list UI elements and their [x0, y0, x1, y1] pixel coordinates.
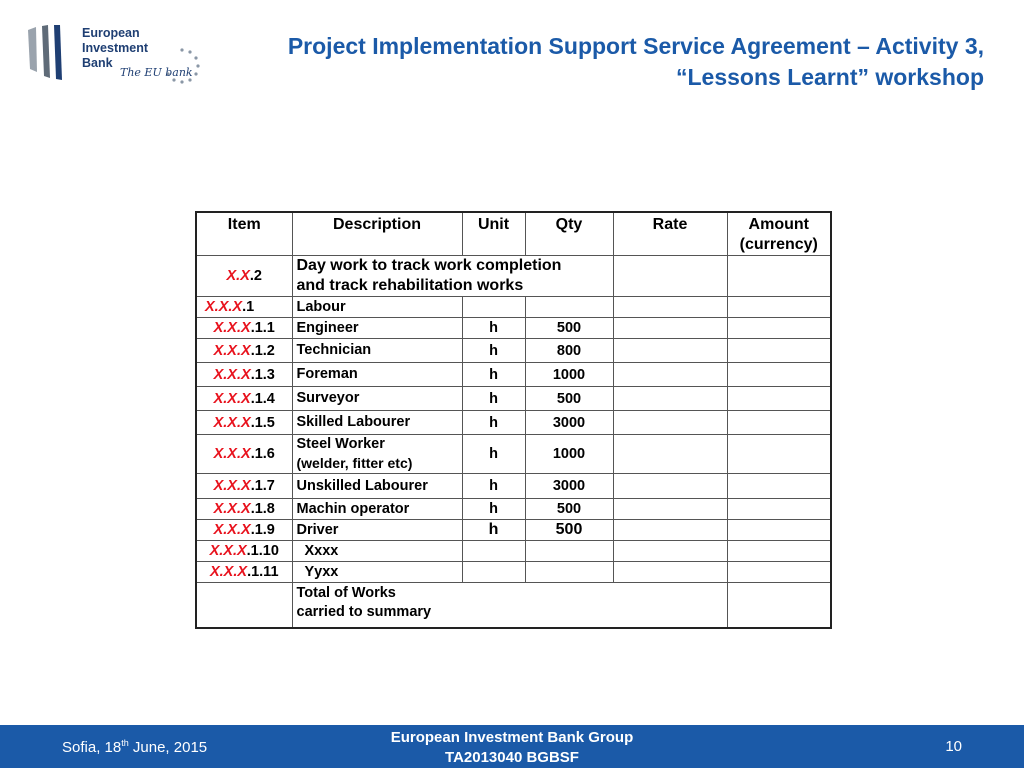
row-amount [727, 435, 831, 474]
table-row [196, 339, 831, 363]
row-rate [613, 387, 727, 411]
row-amount [727, 318, 831, 339]
section-rate [613, 256, 727, 297]
row-unit: h [462, 474, 525, 499]
row-amount [727, 520, 831, 541]
row-description: Surveyor [292, 387, 462, 411]
subsection-description: Labour [292, 297, 462, 318]
bill-of-quantities-table [195, 211, 832, 629]
header-amount: Amount (currency) [727, 212, 831, 256]
page-number: 10 [945, 738, 962, 755]
row-rate [613, 499, 727, 520]
row-code: X.X.X [213, 366, 251, 383]
section-row [196, 256, 831, 297]
row-code: X.X.X [213, 478, 251, 494]
row-code-suffix: .1.9 [250, 522, 275, 538]
row-description [292, 435, 462, 474]
footer-reference: TA2013040 BGBSF [445, 749, 579, 766]
row-code-suffix: .1.10 [246, 543, 279, 559]
header-qty: Qty [525, 212, 613, 256]
row-description: Driver [292, 520, 462, 541]
row-description: Xxxx [292, 541, 462, 562]
row-item-code [196, 474, 292, 499]
row-qty: 500 [525, 318, 613, 339]
subsection-unit [462, 297, 525, 318]
section-code-suffix: .2 [249, 268, 262, 284]
row-qty: 3000 [525, 474, 613, 499]
row-code-suffix: .1.8 [250, 501, 275, 517]
section-code: X.X [226, 268, 250, 284]
table-row [196, 363, 831, 387]
row-qty: 1000 [525, 435, 613, 474]
row-code: X.X.X [213, 446, 251, 462]
row-code: X.X.X [213, 390, 251, 407]
row-amount [727, 499, 831, 520]
slide-title-line-2: “Lessons Learnt” workshop [675, 64, 984, 90]
row-code: X.X.X [213, 414, 251, 431]
row-code-suffix: .1.11 [247, 564, 279, 580]
row-code-suffix: .1.1 [250, 320, 275, 336]
row-amount [727, 411, 831, 435]
subsection-code-suffix: .1 [242, 299, 255, 315]
footer-org: European Investment Bank Group [390, 729, 634, 746]
row-description: Foreman [292, 363, 462, 387]
row-item-code [196, 562, 292, 583]
slide-title [184, 31, 984, 93]
row-code-suffix: .1.3 [250, 366, 275, 383]
row-item-code [196, 363, 292, 387]
row-code-suffix: .1.6 [250, 446, 275, 462]
row-rate [613, 541, 727, 562]
header-item: Item [196, 212, 292, 256]
row-amount [727, 562, 831, 583]
logo-wordmark [82, 26, 148, 71]
total-item-cell [196, 583, 292, 629]
row-rate [613, 411, 727, 435]
row-code-suffix: .1.5 [250, 414, 275, 431]
row-item-code [196, 411, 292, 435]
slide-title-line-1: Project Implementation Support Service Agreement – Activity 3, [287, 33, 984, 59]
section-item-code [196, 256, 292, 297]
row-unit: h [462, 363, 525, 387]
footer-ordinal: th [121, 738, 129, 748]
row-amount [727, 474, 831, 499]
header-unit: Unit [462, 212, 525, 256]
logo-line-3: Bank [82, 56, 113, 70]
row-unit: h [462, 387, 525, 411]
table-row [196, 520, 831, 541]
row-unit: h [462, 499, 525, 520]
subsection-qty [525, 297, 613, 318]
table-row [196, 562, 831, 583]
row-amount [727, 339, 831, 363]
subsection-item-code [196, 297, 292, 318]
subsection-amount [727, 297, 831, 318]
row-code-suffix: .1.2 [250, 342, 275, 359]
row-rate [613, 318, 727, 339]
eib-logo-mark-icon [22, 22, 82, 82]
row-code-suffix: .1.4 [250, 390, 275, 407]
logo-tagline: The EU bank [120, 66, 193, 79]
row-unit: h [462, 318, 525, 339]
row-qty [525, 541, 613, 562]
row-code-suffix: .1.7 [250, 478, 275, 494]
footer-location: Sofia, 18 [62, 739, 122, 756]
row-description: Technician [292, 339, 462, 363]
row-code: X.X.X [209, 564, 248, 580]
subsection-rate [613, 297, 727, 318]
row-description: Engineer [292, 318, 462, 339]
table-row [196, 411, 831, 435]
row-unit: h [462, 435, 525, 474]
row-qty: 500 [525, 387, 613, 411]
row-qty: 3000 [525, 411, 613, 435]
total-line-1: Total of Works [296, 585, 396, 601]
row-item-code [196, 541, 292, 562]
logo-line-2: Investment [82, 41, 148, 55]
total-line-2: carried to summary [296, 604, 432, 620]
row-unit [462, 562, 525, 583]
row-qty [525, 562, 613, 583]
header-rate: Rate [613, 212, 727, 256]
section-description-line-2: and track rehabilitation works [296, 277, 524, 294]
footer-date: June, 2015 [128, 739, 208, 756]
section-amount [727, 256, 831, 297]
row-code: X.X.X [213, 522, 251, 538]
row-description-line-1: Steel Worker [296, 436, 385, 452]
row-code: X.X.X [213, 501, 251, 517]
row-description: Unskilled Labourer [292, 474, 462, 499]
row-code: X.X.X [213, 342, 251, 359]
row-amount [727, 363, 831, 387]
row-rate [613, 435, 727, 474]
row-item-code [196, 339, 292, 363]
row-rate [613, 520, 727, 541]
row-rate [613, 562, 727, 583]
row-description: Yyxx [292, 562, 462, 583]
row-description: Skilled Labourer [292, 411, 462, 435]
footer-location-date [62, 738, 207, 756]
table-header-row [196, 212, 831, 256]
row-qty: 800 [525, 339, 613, 363]
subsection-code: X.X.X [205, 299, 243, 315]
row-item-code [196, 318, 292, 339]
row-rate [613, 339, 727, 363]
row-amount [727, 541, 831, 562]
row-item-code [196, 435, 292, 474]
row-qty: 500 [525, 520, 613, 541]
logo-line-1: European [82, 26, 140, 40]
row-rate [613, 474, 727, 499]
section-description [292, 256, 613, 297]
row-unit: h [462, 520, 525, 541]
row-description-line-2: (welder, fitter etc) [296, 455, 413, 471]
total-row [196, 583, 831, 629]
table-row [196, 435, 831, 474]
table-row [196, 541, 831, 562]
total-amount [727, 583, 831, 629]
row-qty: 1000 [525, 363, 613, 387]
table-row [196, 474, 831, 499]
row-item-code [196, 499, 292, 520]
row-amount [727, 387, 831, 411]
table-row [196, 318, 831, 339]
row-item-code [196, 387, 292, 411]
row-unit: h [462, 411, 525, 435]
subsection-row [196, 297, 831, 318]
row-rate [613, 363, 727, 387]
footer-center [312, 728, 712, 768]
row-item-code [196, 520, 292, 541]
header-description: Description [292, 212, 462, 256]
footer-bar [0, 725, 1024, 768]
table-row [196, 387, 831, 411]
row-qty: 500 [525, 499, 613, 520]
total-description [292, 583, 727, 629]
row-unit: h [462, 339, 525, 363]
row-code: X.X.X [213, 320, 251, 336]
table-row [196, 499, 831, 520]
row-unit [462, 541, 525, 562]
section-description-line-1: Day work to track work completion [296, 257, 562, 274]
row-code: X.X.X [209, 543, 247, 559]
row-description: Machin operator [292, 499, 462, 520]
